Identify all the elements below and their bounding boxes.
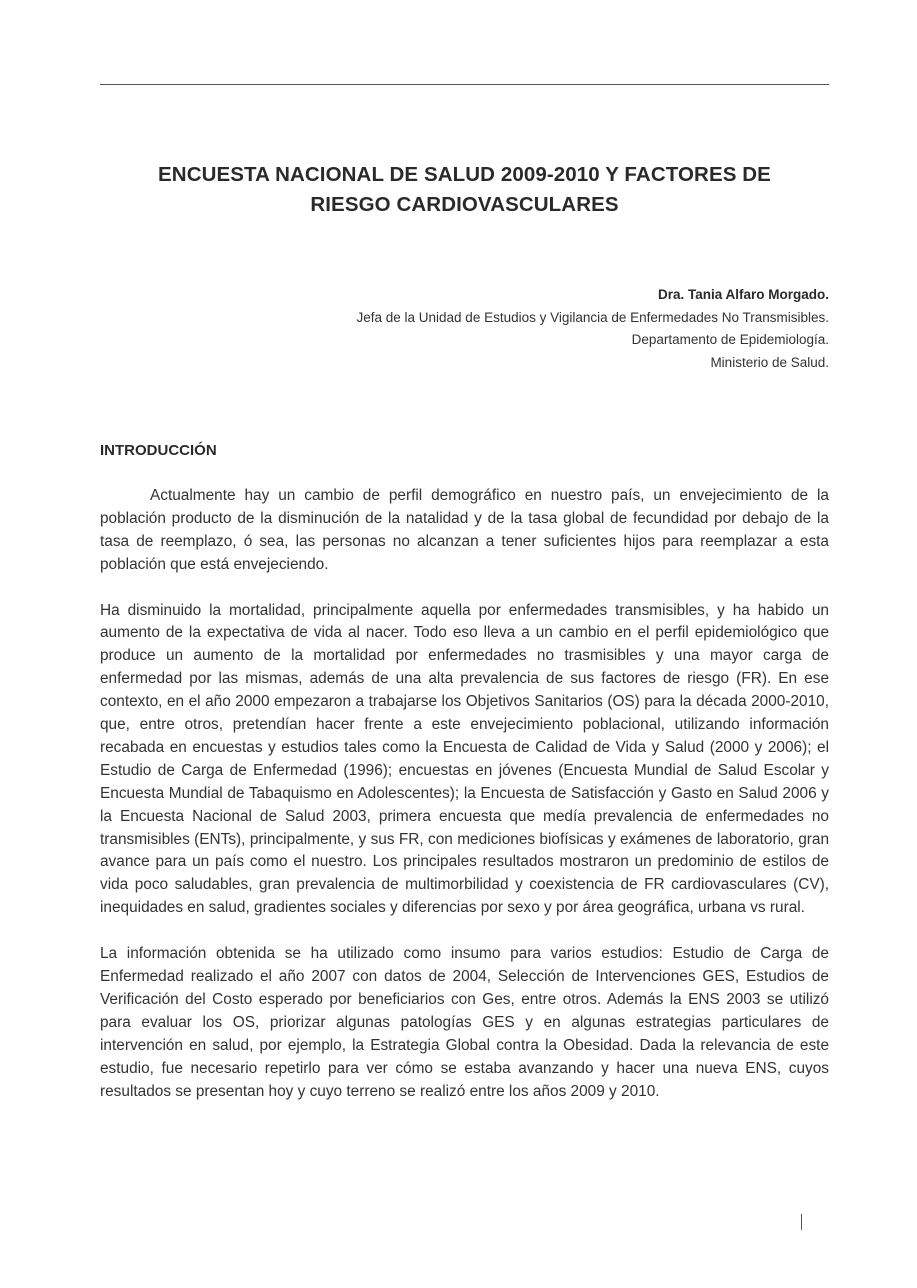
page-number-marker — [801, 1214, 802, 1230]
author-block — [100, 284, 829, 374]
author-position: Jefa de la Unidad de Estudios y Vigilancia de Enfermedades No Transmisibles. — [356, 309, 829, 325]
paragraph-2: Ha disminuido la mortalidad, principalmente aquella por enfermedades transmisibles, y ha habido un aumento de la expectativa de vida al nacer. Todo eso lleva a un cambio en el perfil epidemiológico que produce un aumento de la mortalidad por enfermedades no trasmisibles y una mayor carga de enfermedad por las mismas, además de una alta prevalencia de sus factores de riesgo (FR). En ese contexto, en el año 2000 empezaron a trabajarse los Objetivos Sanitarios (OS) para la década 2000-2010, que, entre otros, pretendían hacer frente a este envejecimiento poblacional, utilizando información recabada en encuestas y estudios tales como la Encuesta de Calidad de Vida y Salud (2000 y 2006); el Estudio de Carga de Enfermedad (1996); encuestas en jóvenes (Encuesta Mundial de Salud Escolar y Encuesta Mundial de Tabaquismo en Adolescentes); la Encuesta de Satisfacción y Gasto en Salud 2006 y la Encuesta Nacional de Salud 2003, primera encuesta que medía prevalencia de enfermedades no transmisibles (ENTs), principalmente, y sus FR, con mediciones biofísicas y exámenes de laboratorio, gran avance para un país como el nuestro. Los principales resultados mostraron un predominio de estilos de vida poco saludables, gran prevalencia de multimorbilidad y coexistencia de FR cardiovasculares (CV), inequidades en salud, gradientes sociales y diferencias por sexo y por área geográfica, urbana vs rural. — [100, 601, 829, 917]
document-title — [100, 160, 829, 220]
title-line-1: ENCUESTA NACIONAL DE SALUD 2009-2010 Y FACTORES DE — [158, 163, 771, 186]
paragraph-3: La información obtenida se ha utilizado como insumo para varios estudios: Estudio de Carga de Enfermedad realizado el año 2007 con datos de 2004, Selección de Intervenciones GES, Estudios de Verificación del Costo esperado por beneficiarios con Ges, entre otros. Además la ENS 2003 se utilizó para evaluar los OS, priorizar algunas patologías GES y en algunas estrategias particulares de intervención en salud, por ejemplo, la Estrategia Global contra la Obesidad. Dada la relevancia de este estudio, fue necesario repetirlo para ver cómo se estaba avanzando y hacer una nueva ENS, cuyos resultados se presentan hoy y cuyo terreno se realizó entre los años 2009 y 2010. — [100, 945, 829, 1100]
body-text — [100, 485, 829, 1126]
author-department: Departamento de Epidemiología. — [631, 332, 829, 347]
header-divider — [100, 84, 829, 85]
author-name: Dra. Tania Alfaro Morgado. — [657, 287, 829, 302]
title-line-2: RIESGO CARDIOVASCULARES — [310, 193, 619, 216]
section-heading: INTRODUCCIÓN — [100, 442, 217, 459]
author-ministry: Ministerio de Salud. — [710, 354, 829, 370]
paragraph-1: Actualmente hay un cambio de perfil demográfico en nuestro país, un envejecimiento de la población producto de la disminución de la natalidad y de la tasa global de fecundidad por debajo de la tasa de reemplazo, ó sea, las personas no alcanzan a tener suficientes hijos para reemplazar a esta población que está envejeciendo. — [100, 487, 829, 573]
